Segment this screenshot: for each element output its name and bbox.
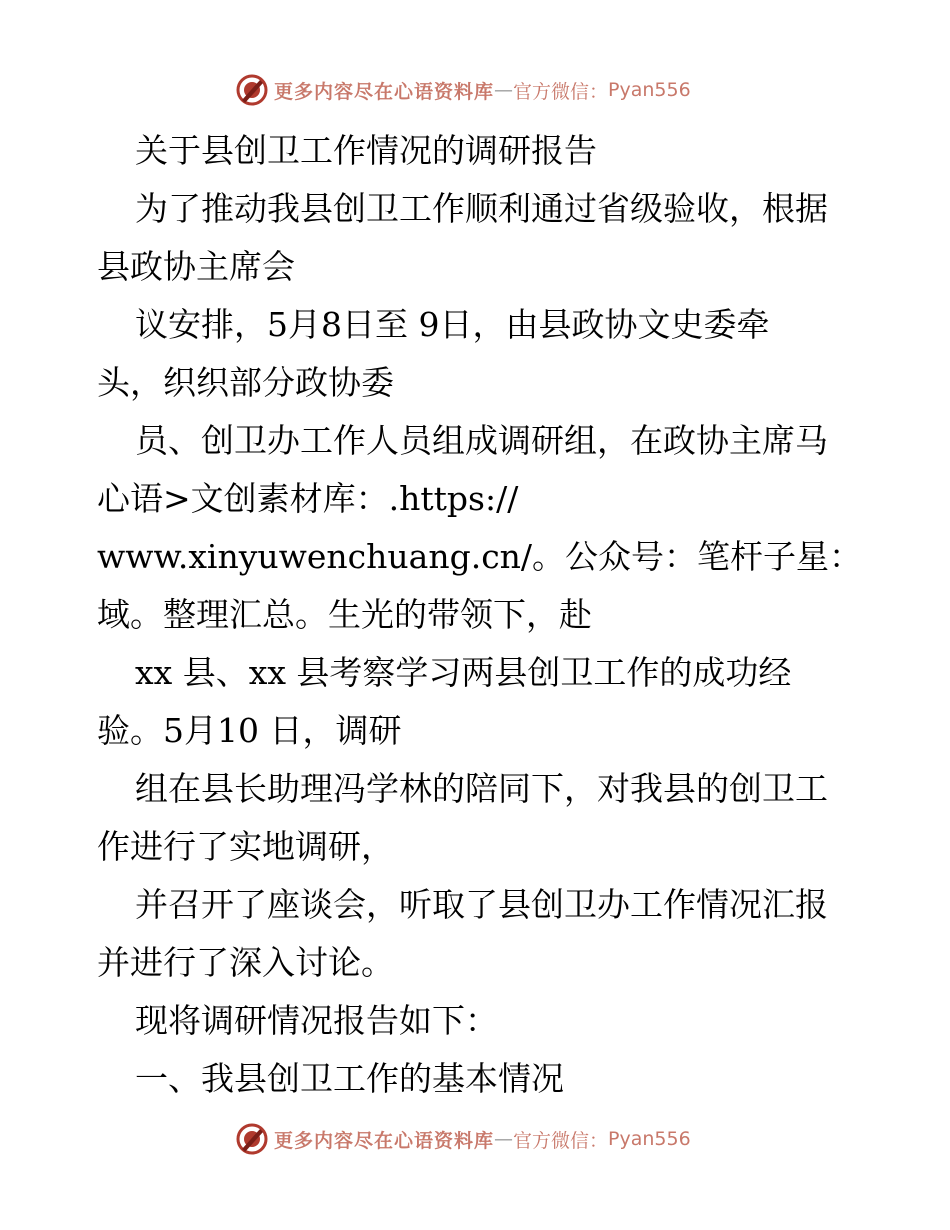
header-watermark <box>236 73 691 107</box>
watermark-id: Pyan556 <box>608 79 691 101</box>
watermark-separator: — <box>494 79 514 101</box>
paragraph-line: 员、创卫办工作人员组成调研组，在政协主席马 <box>135 421 828 460</box>
watermark-sub-text: 官方微信： <box>513 1129 609 1152</box>
watermark-id: Pyan556 <box>608 1128 691 1150</box>
document-body <box>97 122 887 1108</box>
paragraph-line: 作进行了实地调研， <box>97 827 394 866</box>
paragraph-line: 现将调研情况报告如下： <box>135 1001 498 1040</box>
footer-watermark <box>236 1122 691 1156</box>
section-heading: 一、我县创卫工作的基本情况 <box>135 1059 564 1098</box>
watermark-separator: — <box>494 1128 514 1150</box>
watermark-sub-text: 官方微信： <box>513 80 609 103</box>
watermark-main-text: 更多内容尽在心语资料库 <box>274 80 495 103</box>
paragraph-line: 域。整理汇总。生光的带领下，赴 <box>97 595 592 634</box>
paragraph-line: 心语>文创素材库：.https:// <box>97 479 519 518</box>
paragraph-line: 并召开了座谈会，听取了县创卫办工作情况汇报 <box>135 885 828 924</box>
paragraph-line: 头，织织部分政协委 <box>97 363 394 402</box>
paragraph-line: www.xinyuwenchuang.cn/。公众号：笔杆子星： <box>97 537 863 576</box>
watermark-main-text: 更多内容尽在心语资料库 <box>274 1129 495 1152</box>
paragraph-line: 县政协主席会 <box>97 247 295 286</box>
paragraph-line: 组在县长助理冯学林的陪同下，对我县的创卫工 <box>135 769 828 808</box>
paragraph-line: xx 县、xx 县考察学习两县创卫工作的成功经 <box>135 653 792 692</box>
pen-logo-icon <box>236 1123 268 1155</box>
paragraph-line: 并进行了深入讨论。 <box>97 943 394 982</box>
paragraph-line: 议安排，5月8日至 9日，由县政协文史委牵 <box>135 305 770 344</box>
doc-title: 关于县创卫工作情况的调研报告 <box>135 131 597 170</box>
paragraph-line: 为了推动我县创卫工作顺利通过省级验收，根据 <box>135 189 828 228</box>
pen-logo-icon <box>236 74 268 106</box>
paragraph-line: 验。5月10 日，调研 <box>97 711 402 750</box>
